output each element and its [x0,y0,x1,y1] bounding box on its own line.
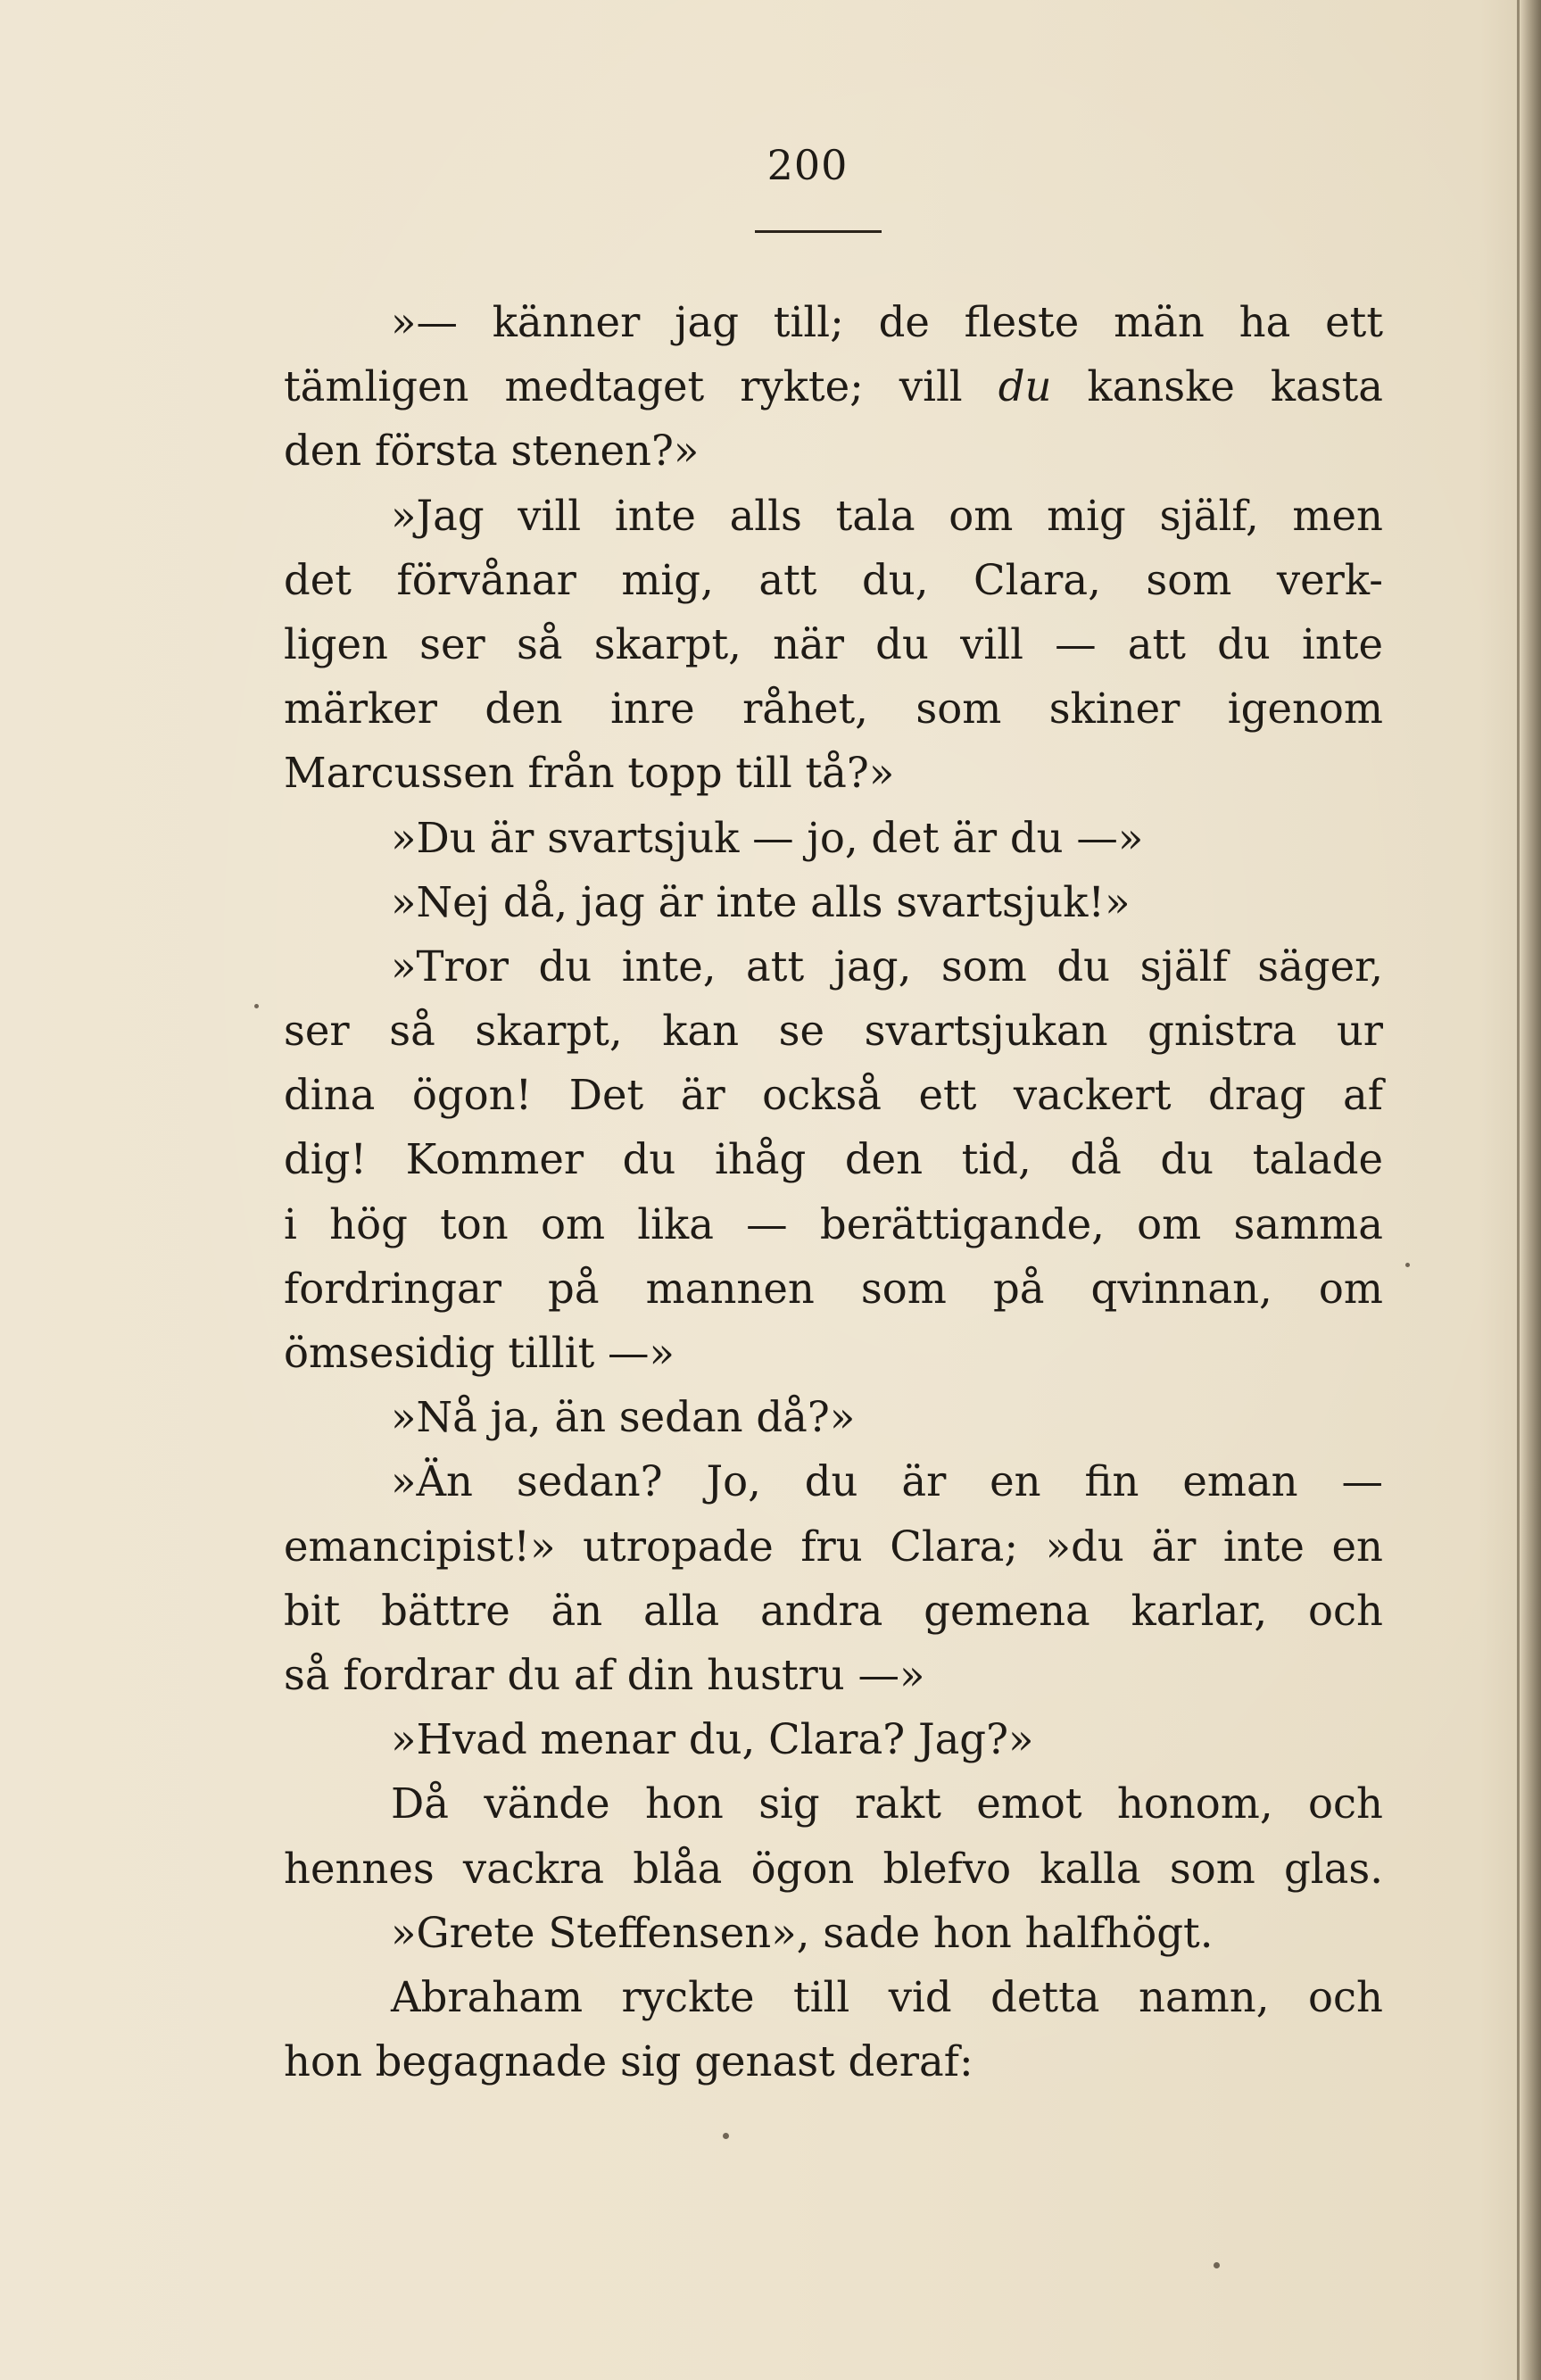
text-segment: »Nå ja, än sedan då?» [391,1393,856,1442]
text-line [284,1514,1383,1579]
text-segment: dig! Kommer du ihåg den tid, då du talade [284,1135,1383,1184]
text-segment: »Hvad menar du, Clara? Jag?» [391,1715,1034,1764]
text-line [284,354,1383,419]
text-segment: »Än sedan? Jo, du är en fin eman — [391,1457,1383,1506]
page-edge-shadow [1520,0,1541,2380]
text-segment: »Tror du inte, att jag, som du själf säger, [391,941,1383,991]
text-segment: den första stenen?» [284,427,700,476]
text-line [284,1901,1383,1965]
text-segment: emancipist!» utropade fru Clara; »du är inte en [284,1522,1383,1571]
text-segment: det förvånar mig, att du, Clara, som verk- [284,555,1383,604]
text-segment: bit bättre än alla andra gemena karlar, och [284,1586,1383,1635]
text-line [284,1771,1383,1836]
text-line [284,870,1383,934]
text-segment: dina ögon! Det är också ett vackert drag af [284,1071,1383,1120]
text-segment: ser så skarpt, kan se svartsjukan gnistra ur [284,1007,1383,1056]
text-segment: hon begagnade sig genast deraf: [284,2037,973,2086]
text-segment: »— känner jag till; de fleste män ha ett [391,298,1383,346]
body-text [284,290,1383,2094]
header-rule [755,230,882,233]
text-line [284,548,1383,612]
page-number: 200 [766,141,849,189]
text-line [284,1385,1383,1449]
text-segment: kanske kasta [1051,362,1384,411]
text-segment: ligen ser så skarpt, när du vill — att du inte [284,619,1383,668]
text-segment: Abraham ryckte till vid detta namn, och [391,1972,1383,2021]
text-line [284,741,1383,805]
text-segment: »Jag vill inte alls tala om mig själf, men [391,491,1383,540]
text-segment: Då vände hon sig rakt emot honom, och [391,1779,1383,1829]
page-edge-line [1517,0,1520,2380]
text-line [284,1127,1383,1191]
text-line [284,290,1383,354]
emphasized-word: du [998,362,1052,411]
text-segment: tämligen medtaget rykte; vill [284,362,998,411]
text-line [284,934,1383,999]
text-line [284,1707,1383,1771]
text-segment: så fordrar du af din hustru —» [284,1650,925,1699]
paper-speck [1214,2262,1220,2268]
paper-speck [723,2133,729,2139]
text-line [284,1643,1383,1707]
text-segment: ömsesidig tillit —» [284,1329,675,1377]
text-line [284,999,1383,1063]
text-segment: i hög ton om lika — berättigande, om samma [284,1199,1383,1248]
text-segment: märker den inre råhet, som skiner igenom [284,684,1383,734]
text-line [284,1192,1383,1256]
text-line [284,1063,1383,1127]
text-line [284,612,1383,676]
text-line [284,1965,1383,2029]
text-line [284,1579,1383,1643]
text-segment: hennes vackra blåa ögon blefvo kalla som glas. [284,1844,1383,1893]
paper-speck [1405,1263,1410,1267]
text-segment: »Nej då, jag är inte alls svartsjuk!» [391,877,1131,926]
text-line [284,676,1383,741]
text-line [284,1837,1383,1901]
text-segment: Marcussen från topp till tå?» [284,749,895,798]
text-line [284,1256,1383,1321]
paper-speck [254,1004,259,1008]
text-line [284,1321,1383,1385]
text-line [284,2029,1383,2094]
text-segment: »Du är svartsjuk — jo, det är du —» [391,813,1144,862]
text-line [284,484,1383,548]
text-line [284,419,1383,483]
text-segment: »Grete Steffensen», sade hon halfhögt. [391,1908,1214,1957]
text-line [284,806,1383,870]
text-segment: fordringar på mannen som på qvinnan, om [284,1264,1383,1313]
text-line [284,1449,1383,1513]
